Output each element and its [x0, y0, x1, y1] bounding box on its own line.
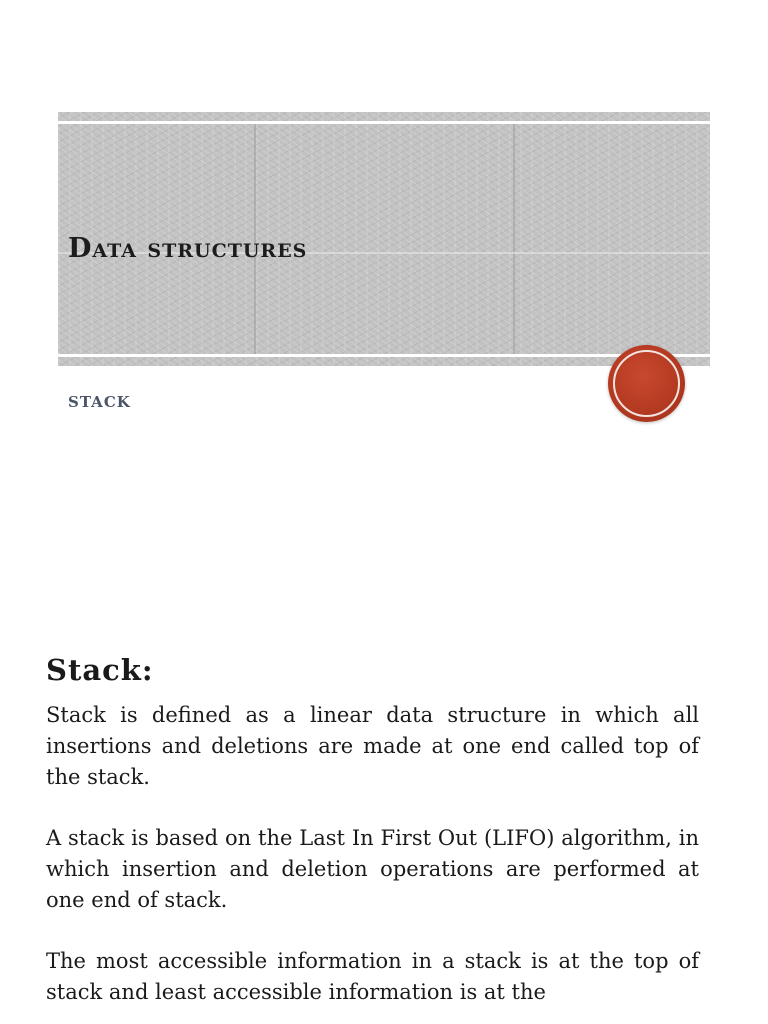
section-heading: Stack:	[46, 653, 154, 687]
paragraph-lifo: A stack is based on the Last In First Out (LIFO) algorithm, in which insertion and deletion operations are performed at one end of stack.	[46, 826, 699, 912]
decorative-circle-badge	[608, 345, 685, 422]
banner-top-rule	[58, 121, 710, 124]
slide-title: Data structures	[68, 233, 308, 264]
banner-bottom-rule	[58, 354, 710, 357]
badge-ring	[613, 350, 680, 417]
document-body	[46, 650, 699, 1024]
paragraph-accessibility: The most accessible information in a stack is at the top of stack and least accessible information is at the	[46, 949, 699, 1004]
paragraph-definition: Stack is defined as a linear data structure in which all insertions and deletions are made at one end called top of the stack.	[46, 703, 699, 789]
banner-texture-seam	[513, 124, 515, 354]
slide-subtitle: STACK	[68, 393, 131, 411]
